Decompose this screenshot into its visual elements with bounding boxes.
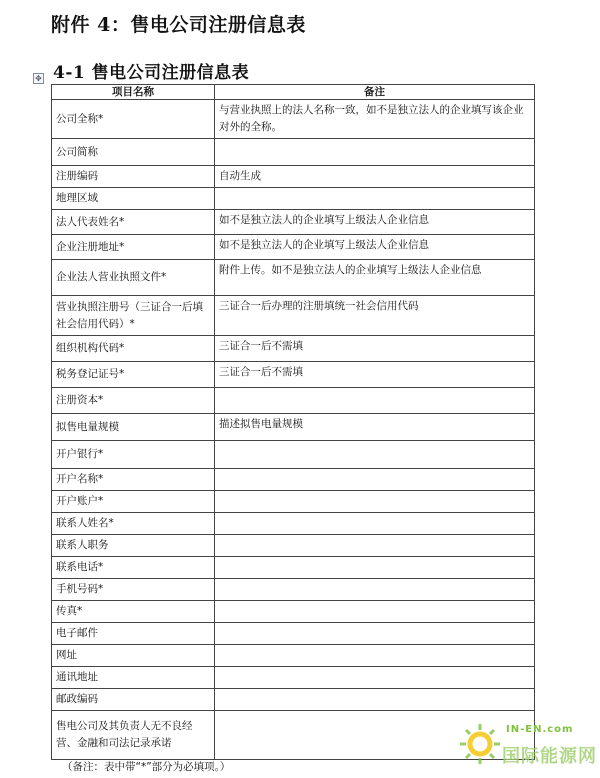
remark-cell: 三证合一后办理的注册填统一社会信用代码 (215, 296, 535, 336)
remark-cell (215, 441, 535, 469)
remark-cell: 自动生成 (215, 166, 535, 188)
item-name-cell: 手机号码* (52, 579, 215, 601)
table-row (52, 441, 535, 469)
item-name-cell: 拟售电量规模 (52, 414, 215, 441)
table-row (52, 166, 535, 188)
document-title: 附件 4：售电公司注册信息表 (51, 14, 306, 36)
remark-cell (215, 689, 535, 711)
table-row (52, 388, 535, 414)
header-item-name: 项目名称 (52, 85, 215, 100)
table-row (52, 414, 535, 441)
remark-cell (215, 469, 535, 491)
table-row (52, 601, 535, 623)
table-row (52, 235, 535, 260)
table-row (52, 336, 535, 362)
table-row (52, 513, 535, 535)
item-name-cell: 网址 (52, 645, 215, 667)
item-name-cell: 企业注册地址* (52, 235, 215, 260)
footnote: （备注：表中带“*”部分为必填项。） (62, 761, 231, 773)
item-name-cell: 开户账户* (52, 491, 215, 513)
remark-cell (215, 579, 535, 601)
table-row (52, 645, 535, 667)
item-name-cell: 传真* (52, 601, 215, 623)
table-row (52, 362, 535, 388)
table-row (52, 623, 535, 645)
remark-cell (215, 601, 535, 623)
table-row (52, 188, 535, 210)
remark-cell (215, 535, 535, 557)
item-name-cell: 公司全称* (52, 100, 215, 139)
remark-cell: 附件上传。如不是独立法人的企业填写上级法人企业信息 (215, 260, 535, 296)
remark-cell (215, 188, 535, 210)
table-row (52, 535, 535, 557)
item-name-cell: 邮政编码 (52, 689, 215, 711)
item-name-cell: 开户银行* (52, 441, 215, 469)
table-row (52, 100, 535, 139)
item-name-cell: 开户名称* (52, 469, 215, 491)
item-name-cell: 注册编码 (52, 166, 215, 188)
table-row (52, 296, 535, 336)
item-name-cell: 法人代表姓名* (52, 210, 215, 235)
remark-cell (215, 667, 535, 689)
remark-cell (215, 513, 535, 535)
item-name-cell: 售电公司及其负责人无不良经营、金融和司法记录承诺 (52, 711, 215, 760)
remark-cell: 描述拟售电量规模 (215, 414, 535, 441)
remark-cell: 如不是独立法人的企业填写上级法人企业信息 (215, 235, 535, 260)
item-name-cell: 电子邮件 (52, 623, 215, 645)
table-row (52, 579, 535, 601)
remark-cell: 三证合一后不需填 (215, 362, 535, 388)
item-name-cell: 联系人姓名* (52, 513, 215, 535)
item-name-cell: 注册资本* (52, 388, 215, 414)
table-title: 4-1 售电公司注册信息表 (53, 63, 250, 83)
item-name-cell: 联系电话* (52, 557, 215, 579)
watermark-logo (458, 716, 598, 776)
remark-cell (215, 139, 535, 166)
watermark-site: IN-EN.com (506, 724, 574, 735)
item-name-cell: 企业法人营业执照文件* (52, 260, 215, 296)
remark-cell (215, 491, 535, 513)
watermark-brand: 国际能源网 (502, 746, 597, 767)
registration-info-table (51, 84, 535, 760)
remark-cell (215, 388, 535, 414)
table-row (52, 491, 535, 513)
remark-cell (215, 623, 535, 645)
table-row (52, 210, 535, 235)
table-row (52, 139, 535, 166)
header-remark: 备注 (215, 85, 535, 100)
table-move-handle-icon[interactable]: ✥ (33, 73, 44, 84)
sun-logo-icon (458, 722, 502, 766)
table-row (52, 469, 535, 491)
remark-cell (215, 557, 535, 579)
item-name-cell: 联系人职务 (52, 535, 215, 557)
remark-cell (215, 645, 535, 667)
remark-cell: 三证合一后不需填 (215, 336, 535, 362)
table-header-row (52, 85, 535, 100)
remark-cell: 与营业执照上的法人名称一致，如不是独立法人的企业填写该企业对外的全称。 (215, 100, 535, 139)
item-name-cell: 通讯地址 (52, 667, 215, 689)
item-name-cell: 营业执照注册号（三证合一后填社会信用代码）* (52, 296, 215, 336)
item-name-cell: 组织机构代码* (52, 336, 215, 362)
table-row (52, 260, 535, 296)
item-name-cell: 地理区域 (52, 188, 215, 210)
item-name-cell: 公司简称 (52, 139, 215, 166)
remark-cell: 如不是独立法人的企业填写上级法人企业信息 (215, 210, 535, 235)
table-row (52, 557, 535, 579)
table-row (52, 689, 535, 711)
table-row (52, 667, 535, 689)
item-name-cell: 税务登记证号* (52, 362, 215, 388)
